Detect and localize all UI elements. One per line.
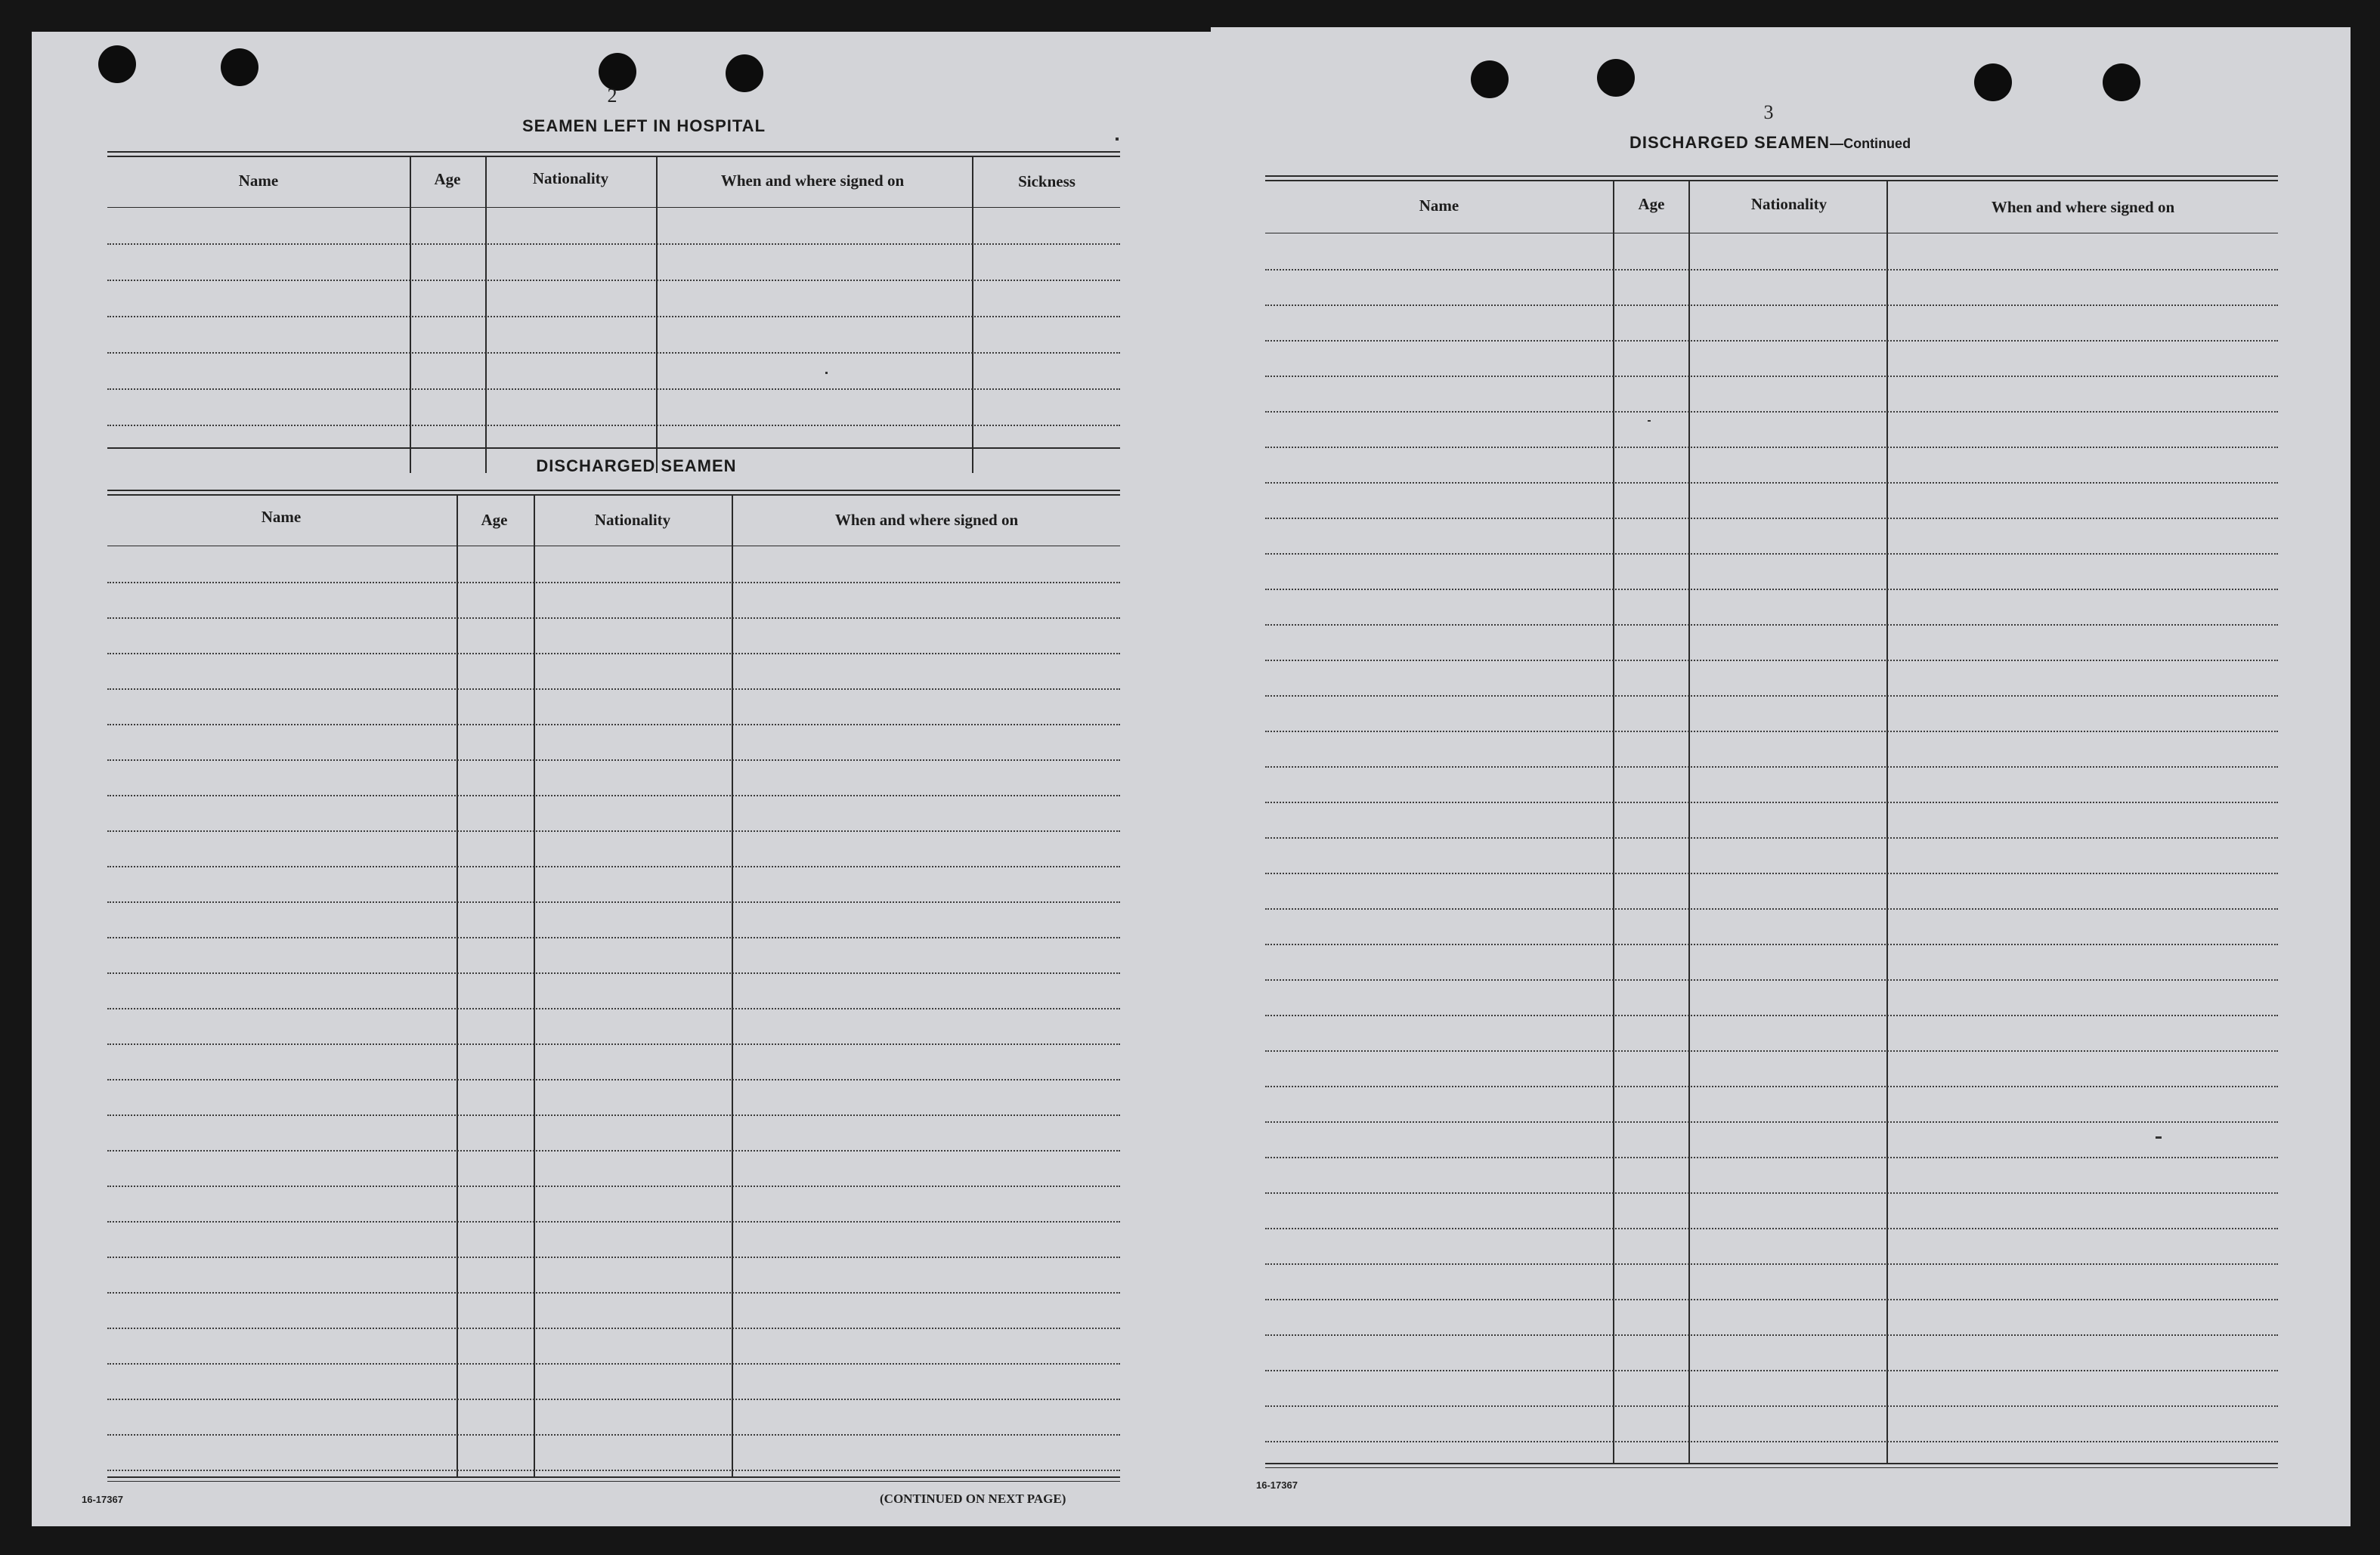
column-header-when-where: When and where signed on <box>834 511 1019 529</box>
punch-hole <box>1597 59 1635 97</box>
table-row-line <box>1265 1228 2278 1229</box>
table-row-line <box>107 280 1120 281</box>
rule <box>107 1476 1120 1478</box>
table-row-line <box>1265 269 2278 271</box>
column-header-name: Name <box>238 172 279 190</box>
rule <box>1265 1463 2278 1464</box>
table-row-line <box>1265 1121 2278 1123</box>
table-row-line <box>1265 802 2278 803</box>
table-row-line <box>107 617 1120 619</box>
table-row-line <box>1265 1086 2278 1087</box>
form-number: 16-17367 <box>82 1494 123 1505</box>
table-row-line <box>107 243 1120 245</box>
column-header-age: Age <box>1638 195 1665 213</box>
table-row-line <box>1265 518 2278 519</box>
column-header-nationality: Nationality <box>532 169 609 187</box>
table-row-line <box>1265 340 2278 342</box>
table-row-line <box>107 759 1120 761</box>
table-row-line <box>1265 1192 2278 1194</box>
table-row-line <box>107 724 1120 725</box>
page-number: 3 <box>1763 101 1774 123</box>
table-row-line <box>107 582 1120 583</box>
table-row-line <box>1265 1015 2278 1016</box>
table-row-line <box>107 1079 1120 1080</box>
table-row-line <box>1265 1370 2278 1371</box>
table-row-line <box>107 937 1120 938</box>
column-header-name: Name <box>1419 196 1459 215</box>
speck <box>825 372 828 374</box>
table-row-line <box>107 1399 1120 1400</box>
table-row-line <box>1265 553 2278 555</box>
left-page <box>32 32 1211 1526</box>
punch-hole <box>98 45 136 83</box>
table-row-line <box>1265 1405 2278 1407</box>
table-row-line <box>1265 376 2278 377</box>
table-row-line <box>107 901 1120 903</box>
table-row-line <box>1265 624 2278 626</box>
column-divider <box>1886 180 1888 1464</box>
column-divider <box>1688 180 1690 1464</box>
rule <box>1265 180 2278 181</box>
column-header-name: Name <box>261 508 302 526</box>
continued-note: (CONTINUED ON NEXT PAGE) <box>880 1492 1066 1506</box>
table-row-line <box>1265 1157 2278 1158</box>
section-subtitle: —Continued <box>1830 136 1911 151</box>
punch-hole <box>1471 60 1509 98</box>
table-row-line <box>107 653 1120 654</box>
page-number: 2 <box>607 85 617 107</box>
table-row-line <box>107 1114 1120 1116</box>
column-divider <box>534 494 535 1476</box>
table-row-line <box>1265 873 2278 874</box>
table-row-line <box>1265 695 2278 697</box>
rule <box>107 1481 1120 1482</box>
table-row-line <box>1265 660 2278 661</box>
column-header-nationality: Nationality <box>1750 195 1828 213</box>
punch-hole <box>1974 63 2012 101</box>
table-row-line <box>107 1221 1120 1223</box>
table-row-line <box>107 830 1120 832</box>
table-row-line <box>1265 837 2278 839</box>
speck <box>1116 138 1119 141</box>
table-row-line <box>1265 1263 2278 1265</box>
table-row-line <box>1265 305 2278 306</box>
speck <box>1648 420 1651 422</box>
table-row-line <box>107 425 1120 426</box>
column-header-sickness: Sickness <box>1018 172 1075 190</box>
table-row-line <box>107 1363 1120 1365</box>
table-row-line <box>107 1043 1120 1045</box>
table-row-line <box>1265 589 2278 590</box>
table-row-line <box>107 1150 1120 1152</box>
rule <box>1265 1467 2278 1468</box>
header-rule <box>107 207 1120 208</box>
rule <box>107 156 1120 157</box>
table-row-line <box>1265 766 2278 768</box>
table-row-line <box>107 388 1120 390</box>
rule <box>1265 175 2278 177</box>
form-number: 16-17367 <box>1256 1479 1298 1491</box>
punch-hole <box>221 48 258 86</box>
column-header-age: Age <box>481 511 508 529</box>
discharged-section-title: DISCHARGED SEAMEN <box>536 456 737 475</box>
column-header-when-where: When and where signed on <box>1991 198 2175 216</box>
hospital-section-title: SEAMEN LEFT IN HOSPITAL <box>521 116 766 135</box>
rule <box>107 490 1120 491</box>
speck <box>2156 1136 2162 1139</box>
table-row-line <box>107 1257 1120 1258</box>
table-row-line <box>107 866 1120 867</box>
section-title <box>1528 133 2012 153</box>
table-row-line <box>1265 731 2278 732</box>
rule <box>107 447 1120 449</box>
rule <box>107 494 1120 496</box>
column-divider <box>732 494 733 1476</box>
table-row-line <box>107 972 1120 974</box>
column-header-when-where: When and where signed on <box>720 172 905 190</box>
table-row-line <box>1265 482 2278 484</box>
table-row-line <box>1265 1050 2278 1052</box>
table-row-line <box>107 1292 1120 1294</box>
table-row-line <box>1265 411 2278 413</box>
table-row-line <box>1265 908 2278 910</box>
table-row-line <box>107 1186 1120 1187</box>
column-header-nationality: Nationality <box>594 511 671 529</box>
table-row-line <box>1265 1299 2278 1300</box>
punch-hole <box>2103 63 2140 101</box>
table-row-line <box>107 1328 1120 1329</box>
table-row-line <box>1265 944 2278 945</box>
right-page <box>1211 27 2351 1526</box>
table-row-line <box>1265 1334 2278 1336</box>
punch-hole <box>726 54 763 92</box>
table-row-line <box>107 1434 1120 1436</box>
table-row-line <box>1265 1441 2278 1442</box>
table-row-line <box>107 316 1120 317</box>
table-row-line <box>107 795 1120 796</box>
table-row-line <box>107 1470 1120 1471</box>
table-row-line <box>107 352 1120 354</box>
table-row-line <box>107 1008 1120 1009</box>
table-row-line <box>1265 447 2278 448</box>
table-row-line <box>107 688 1120 690</box>
section-title-text: DISCHARGED SEAMEN <box>1629 133 1831 152</box>
column-header-age: Age <box>434 170 461 188</box>
table-row-line <box>1265 979 2278 981</box>
column-divider <box>457 494 458 1476</box>
column-divider <box>1613 180 1614 1464</box>
rule <box>107 151 1120 153</box>
